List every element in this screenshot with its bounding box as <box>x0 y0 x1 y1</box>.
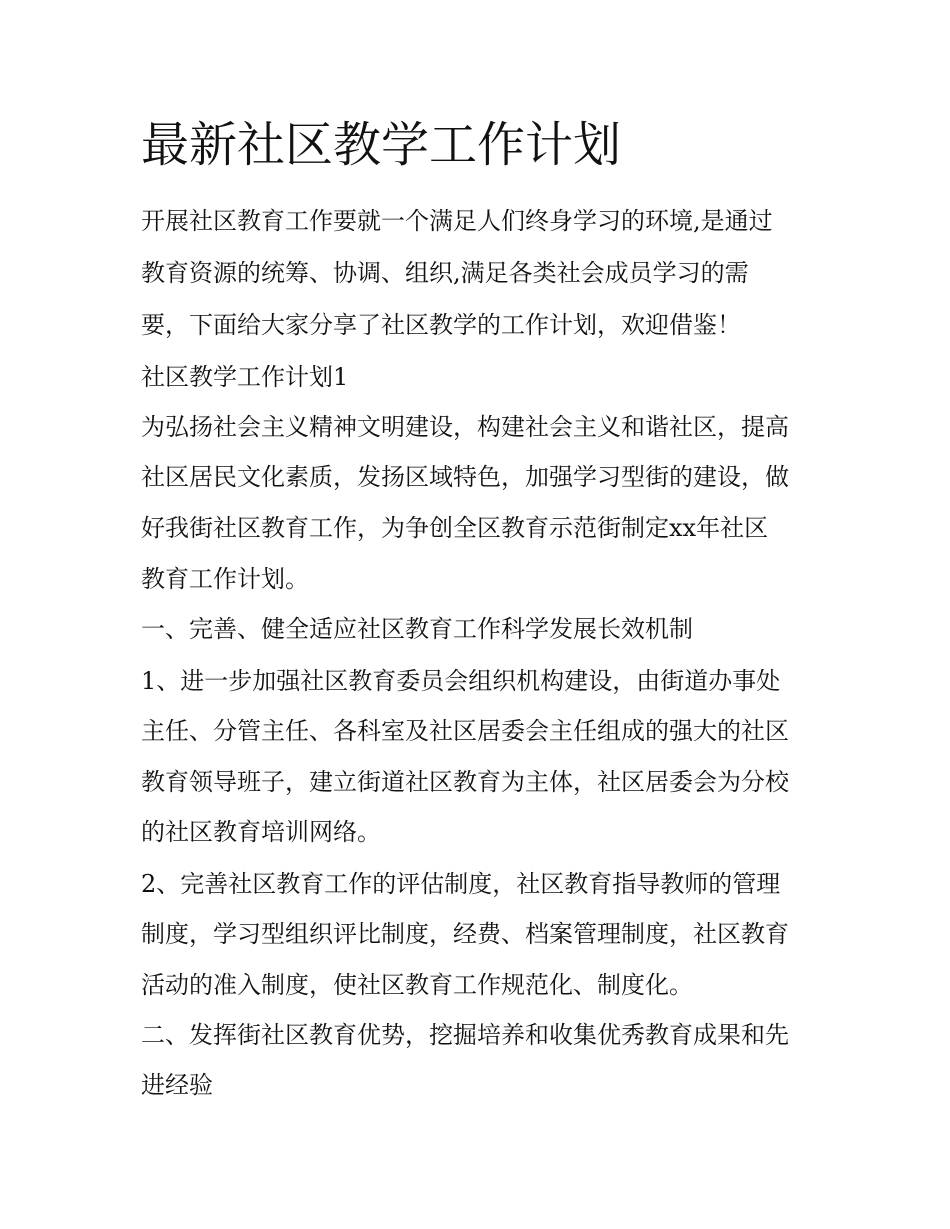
paragraph-line: 好我街社区教育工作，为争创全区教育示范街制定xx年社区 <box>141 514 769 542</box>
paragraph-line: 1、进一步加强社区教育委员会组织机构建设，由街道办事处 <box>141 667 781 695</box>
paragraph-line: 制度，学习型组织评比制度，经费、档案管理制度，社区教育 <box>141 920 789 948</box>
paragraph-line: 2、完善社区教育工作的评估制度，社区教育指导教师的管理 <box>141 870 781 898</box>
intro-line-1: 开展社区教育工作要就一个满足人们终身学习的环境,是通过 <box>141 207 773 235</box>
intro-line-2: 教育资源的统筹、协调、组织,满足各类社会成员学习的需 <box>141 259 749 287</box>
paragraph-line: 教育工作计划。 <box>141 565 309 593</box>
document-title: 最新社区教学工作计划 <box>141 117 622 173</box>
paragraph-line: 主任、分管主任、各科室及社区居委会主任组成的强大的社区 <box>141 717 789 745</box>
paragraph-line: 社区居民文化素质，发扬区域特色，加强学习型街的建设，做 <box>141 463 789 491</box>
paragraph-line: 的社区教育培训网络。 <box>141 818 381 846</box>
paragraph-line: 为弘扬社会主义精神文明建设，构建社会主义和谐社区，提高 <box>141 413 789 441</box>
paragraph-line: 教育领导班子，建立街道社区教育为主体，社区居委会为分校 <box>141 768 789 796</box>
intro-line-3: 要，下面给大家分享了社区教学的工作计划，欢迎借鉴！ <box>141 311 741 339</box>
section-heading-two: 二、发挥街社区教育优势，挖掘培养和收集优秀教育成果和先 <box>141 1021 789 1049</box>
paragraph-line: 活动的准入制度，使社区教育工作规范化、制度化。 <box>141 971 693 999</box>
section-heading-one: 一、完善、健全适应社区教育工作科学发展长效机制 <box>141 615 693 643</box>
section-heading-plan-1: 社区教学工作计划1 <box>141 363 349 391</box>
section-heading-two-continued: 进经验 <box>141 1071 213 1099</box>
